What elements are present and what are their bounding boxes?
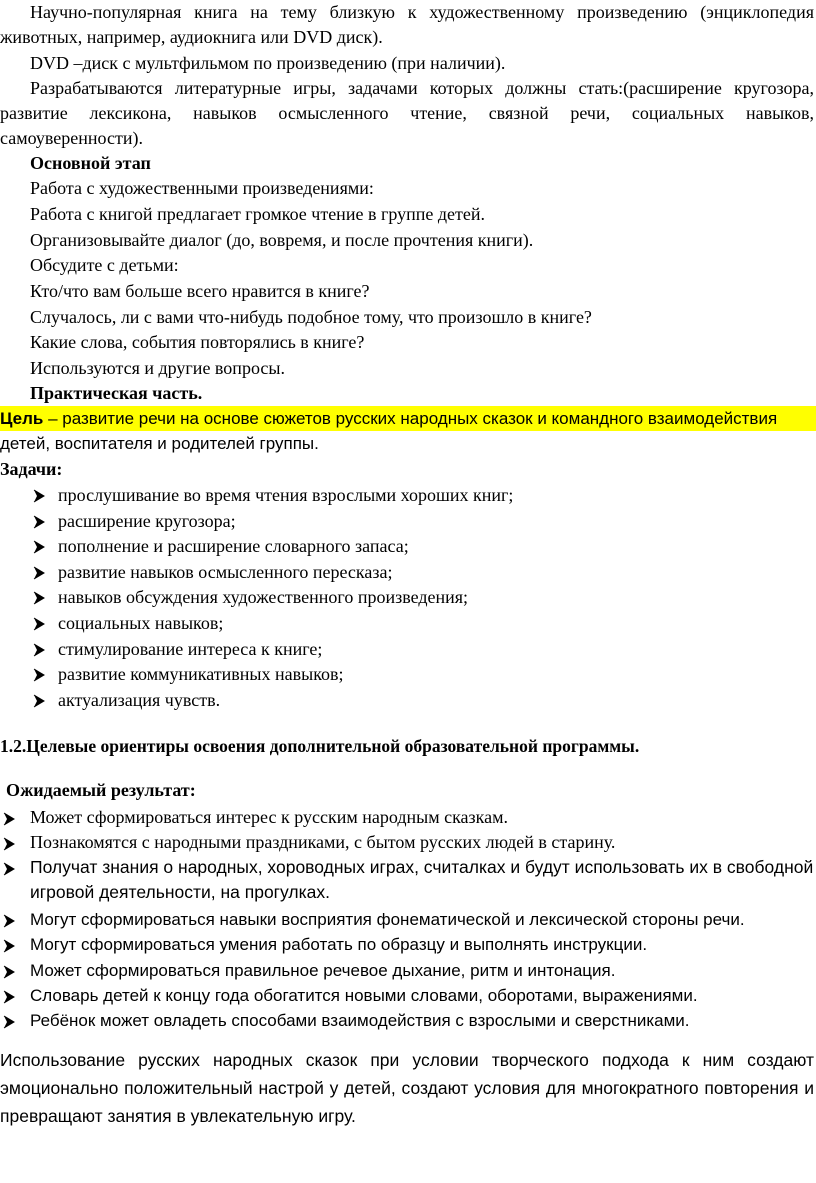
arrow-bullet-icon bbox=[32, 540, 46, 554]
result-item: Познакомятся с народными праздниками, с бытом русских людей в старину. bbox=[30, 832, 616, 852]
task-item: пополнение и расширение словарного запаса; bbox=[58, 536, 409, 556]
main-stage-line: Организовывайте диалог (до, вовремя, и после прочтения книги). bbox=[30, 230, 534, 250]
conclusion-paragraph: Использование русских народных сказок при условии творческого подхода к ним создают эмоционально положительный настрой у детей, создают условия для многократного повторения и превращают занятия в увлекательную игру. bbox=[0, 1050, 814, 1126]
main-stage-line: Работа с художественными произведениями: bbox=[30, 178, 374, 198]
section-1-2-heading: 1.2.Целевые ориентиры освоения дополнительной образовательной программы. bbox=[0, 736, 640, 756]
main-stage-heading: Основной этап bbox=[30, 153, 151, 173]
practical-heading: Практическая часть. bbox=[30, 383, 203, 403]
main-stage-line: Работа с книгой предлагает громкое чтение в группе детей. bbox=[30, 204, 485, 224]
arrow-bullet-icon bbox=[32, 515, 46, 529]
intro-paragraph-2: DVD –диск с мультфильмом по произведению (при наличии). bbox=[30, 53, 506, 73]
task-item: социальных навыков; bbox=[58, 613, 224, 633]
goal-text-continued: детей, воспитателя и родителей группы. bbox=[0, 434, 319, 453]
goal-text: – развитие речи на основе сюжетов русских народных сказок и командного взаимодействия bbox=[43, 409, 778, 428]
intro-paragraph-3: Разрабатываются литературные игры, задачами которых должны стать:(расширение кругозора, развитие лексикона, навыков осмысленного чтение, связной речи, социальных навыков, самоуверенности). bbox=[0, 78, 814, 148]
task-item: актуализация чувств. bbox=[58, 690, 221, 710]
task-item: расширение кругозора; bbox=[58, 511, 236, 531]
main-stage-line: Кто/что вам больше всего нравится в книге? bbox=[30, 281, 370, 301]
goal-label: Цель bbox=[0, 409, 44, 428]
result-item: Могут сформироваться умения работать по образцу и выполнять инструкции. bbox=[30, 935, 648, 954]
main-stage-line: Случалось, ли с вами что-нибудь подобное тому, что произошло в книге? bbox=[30, 307, 592, 327]
main-stage-line: Какие слова, события повторялись в книге? bbox=[30, 332, 365, 352]
tasks-label: Задачи: bbox=[0, 459, 63, 479]
result-item: Получат знания о народных, хороводных играх, считалках и будут использовать их в свободной bbox=[30, 857, 814, 877]
arrow-bullet-icon bbox=[32, 617, 46, 631]
task-item: стимулирование интереса к книге; bbox=[58, 639, 323, 659]
arrow-bullet-icon bbox=[2, 990, 16, 1004]
result-item: Словарь детей к концу года обогатится новыми словами, оборотами, выражениями. bbox=[30, 986, 698, 1005]
arrow-bullet-icon bbox=[32, 591, 46, 605]
main-stage-line: Используются и другие вопросы. bbox=[30, 358, 285, 378]
result-item: Могут сформироваться навыки восприятия фонематической и лексической стороны речи. bbox=[30, 910, 745, 929]
task-item: развитие коммуникативных навыков; bbox=[58, 664, 344, 684]
arrow-bullet-icon bbox=[2, 965, 16, 979]
arrow-bullet-icon bbox=[2, 1015, 16, 1029]
arrow-bullet-icon bbox=[32, 566, 46, 580]
arrow-bullet-icon bbox=[32, 694, 46, 708]
expected-result-label: Ожидаемый результат: bbox=[6, 780, 196, 800]
arrow-bullet-icon bbox=[2, 939, 16, 953]
task-item: развитие навыков осмысленного пересказа; bbox=[58, 562, 393, 582]
arrow-bullet-icon bbox=[32, 489, 46, 503]
intro-paragraph-1: Научно-популярная книга на тему близкую к художественному произведению (энциклопедия животных, например, аудиокнига или DVD диск). bbox=[0, 2, 814, 47]
arrow-bullet-icon bbox=[2, 837, 16, 851]
task-item: навыков обсуждения художественного произведения; bbox=[58, 587, 469, 607]
task-item: прослушивание во время чтения взрослыми хороших книг; bbox=[58, 485, 514, 505]
arrow-bullet-icon bbox=[2, 812, 16, 826]
arrow-bullet-icon bbox=[32, 643, 46, 657]
arrow-bullet-icon bbox=[32, 668, 46, 682]
result-item: Может сформироваться интерес к русским народным сказкам. bbox=[30, 807, 509, 827]
arrow-bullet-icon bbox=[2, 914, 16, 928]
result-item: Ребёнок может овладеть способами взаимодействия с взрослыми и сверстниками. bbox=[30, 1011, 690, 1030]
result-item: Может сформироваться правильное речевое дыхание, ритм и интонация. bbox=[30, 961, 616, 980]
result-item-continued: игровой деятельности, на прогулках. bbox=[30, 882, 331, 902]
goal-line-1 bbox=[0, 406, 816, 431]
arrow-bullet-icon bbox=[2, 862, 16, 876]
main-stage-line: Обсудите с детьми: bbox=[30, 255, 179, 275]
